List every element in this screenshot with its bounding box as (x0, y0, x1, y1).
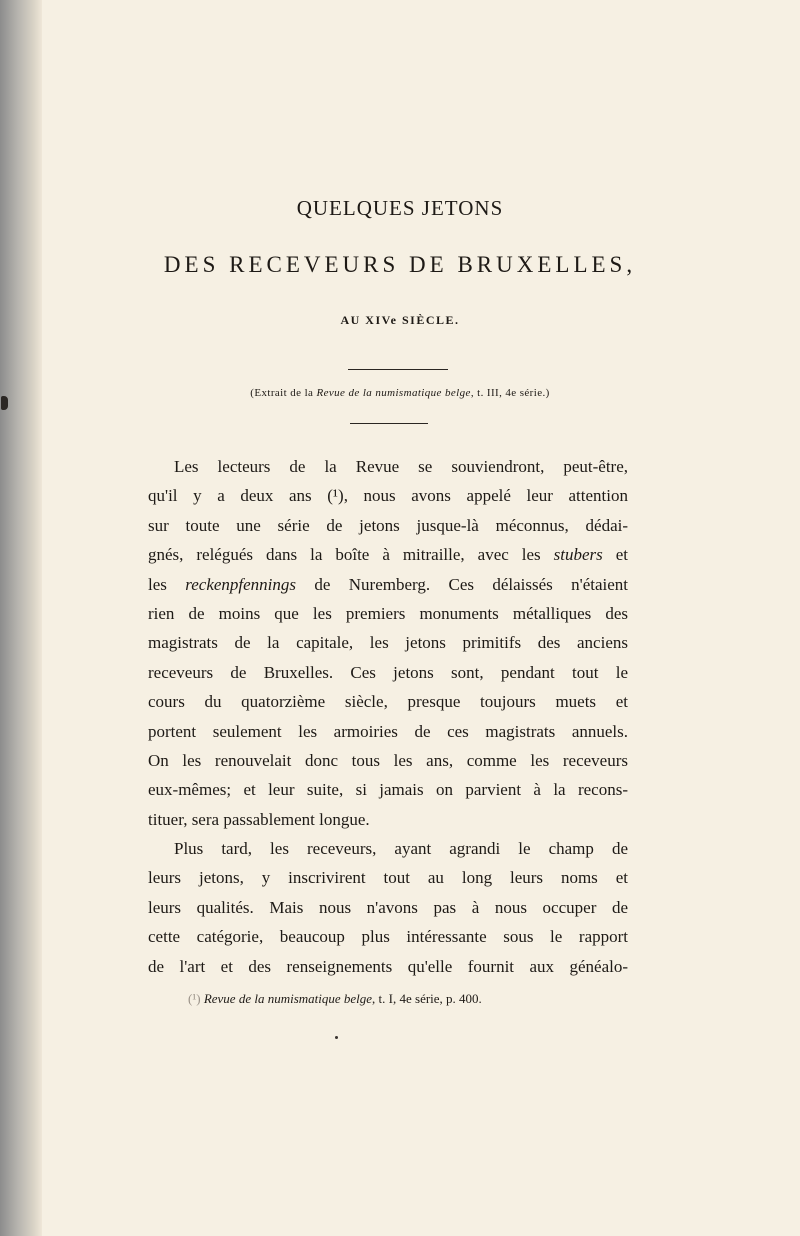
divider-top (348, 369, 448, 370)
text-line: de l'art et des renseignements qu'elle fournit aux généalo- (148, 956, 628, 976)
text-line: qu'il y a deux ans (¹), nous avons appelé leur attention (148, 486, 628, 506)
text-line: magistrats de la capitale, les jetons primitifs des anciens (148, 633, 628, 653)
text-line: On les renouvelait donc tous les ans, comme les receveurs (148, 750, 628, 770)
text-line: tituer, sera passablement longue. (148, 809, 370, 829)
footnote-rest: , t. I, 4e série, p. 400. (372, 991, 482, 1006)
extract-note (0, 387, 800, 399)
text-line: Les lecteurs de la Revue se souviendront, peut-être, (174, 457, 628, 476)
title-line-3: AU XIVe SIÈCLE. (340, 313, 460, 327)
footnote (188, 991, 588, 1007)
footnote-journal: Revue de la numismatique belge (203, 991, 373, 1006)
text-line: eux-mêmes; et leur suite, si jamais on parvient à la recons- (148, 780, 628, 800)
text-line: gnés, relégués dans la boîte à mitraille, avec les stubers et (148, 545, 628, 565)
title-line-2: DES RECEVEURS DE BRUXELLES, (163, 252, 637, 277)
text-line: sur toute une série de jetons jusque-là méconnus, dédai- (148, 515, 628, 535)
text-line: rien de moins que les premiers monuments métalliques des (148, 603, 628, 623)
text-line: leurs qualités. Mais nous n'avons pas à nous occuper de (148, 897, 628, 917)
divider-bottom (350, 423, 428, 424)
text-line: receveurs de Bruxelles. Ces jetons sont, pendant tout le (148, 662, 628, 682)
extract-suffix: , t. III, 4e série.) (470, 387, 550, 399)
title-line-1: QUELQUES JETONS (296, 196, 504, 220)
text-line: les reckenpfennings de Nuremberg. Ces délaissés n'étaient (148, 574, 629, 594)
text-line: Plus tard, les receveurs, ayant agrandi le champ de (174, 839, 628, 859)
ink-speck (335, 1036, 338, 1039)
text-line: portent seulement les armoiries de ces magistrats annuels. (148, 721, 628, 741)
text-line: cette catégorie, beaucoup plus intéressante sous le rapport (148, 927, 628, 947)
body-text (148, 452, 628, 981)
italic-term: stubers (553, 545, 603, 565)
book-spine-edge (0, 0, 42, 1236)
text-line: cours du quatorzième siècle, presque toujours muets et (148, 692, 628, 712)
extract-prefix: (Extrait de la (250, 387, 317, 399)
text-line: leurs jetons, y inscrivirent tout au long leurs noms et (148, 868, 628, 888)
extract-journal: Revue de la numismatique belge (316, 387, 471, 399)
footnote-marker: (¹) (188, 991, 201, 1006)
italic-term: reckenpfennings (185, 574, 297, 594)
